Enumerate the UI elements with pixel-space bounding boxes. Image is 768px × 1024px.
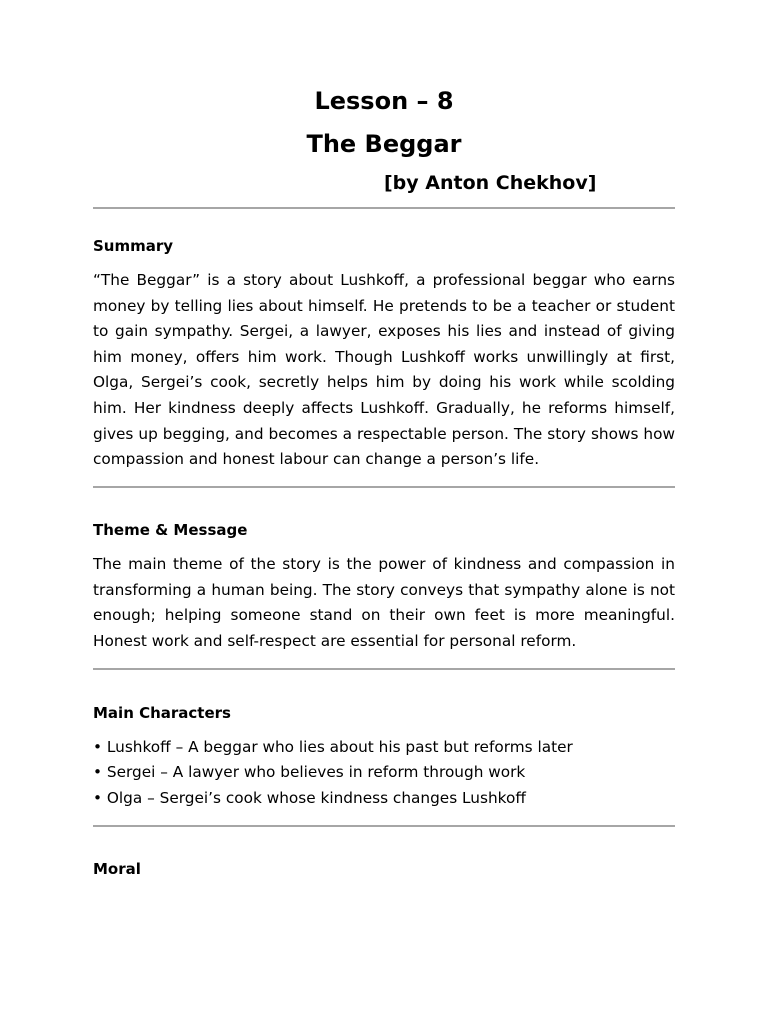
theme-paragraph: The main theme of the story is the power of kindness and compassion in transforming a human being. The story conveys that sympathy alone is not enough; helping someone stand on their own feet is more meaningful. Honest work and self-respect are essential for personal reform. [93,555,675,650]
characters-heading: Main Characters [93,704,231,722]
divider-header [93,207,675,209]
moral-heading: Moral [93,860,141,878]
lesson-title: Lesson – 8 [314,87,454,115]
character-item-olga: • Olga – Sergei’s cook whose kindness changes Lushkoff [93,788,526,807]
theme-heading: Theme & Message [93,521,248,539]
divider-summary [93,486,675,488]
character-item-sergei: • Sergei – A lawyer who believes in reform through work [93,763,526,782]
summary-heading: Summary [93,237,174,255]
characters-list [93,735,675,811]
character-item-lushkoff: • Lushkoff – A beggar who lies about his past but reforms later [93,738,573,756]
story-title: The Beggar [306,130,462,158]
divider-theme [93,668,675,670]
divider-characters [93,825,675,827]
author-line: [by Anton Chekhov] [384,172,597,194]
summary-paragraph: “The Beggar” is a story about Lushkoff, a professional beggar who earns money by telling lies about himself. He pretends to be a teacher or student to gain sympathy. Sergei, a lawyer, exposes his lies and instead of giving him money, offers him work. Though Lushkoff works unwillingly at first, Olga, Sergei’s cook, secretly helps him by doing his work while scolding him. Her kindness deeply affects Lushkoff. Gradually, he reforms himself, gives up begging, and becomes a respectable person. The story shows how compassion and honest labour can change a person’s life. [93,271,675,469]
